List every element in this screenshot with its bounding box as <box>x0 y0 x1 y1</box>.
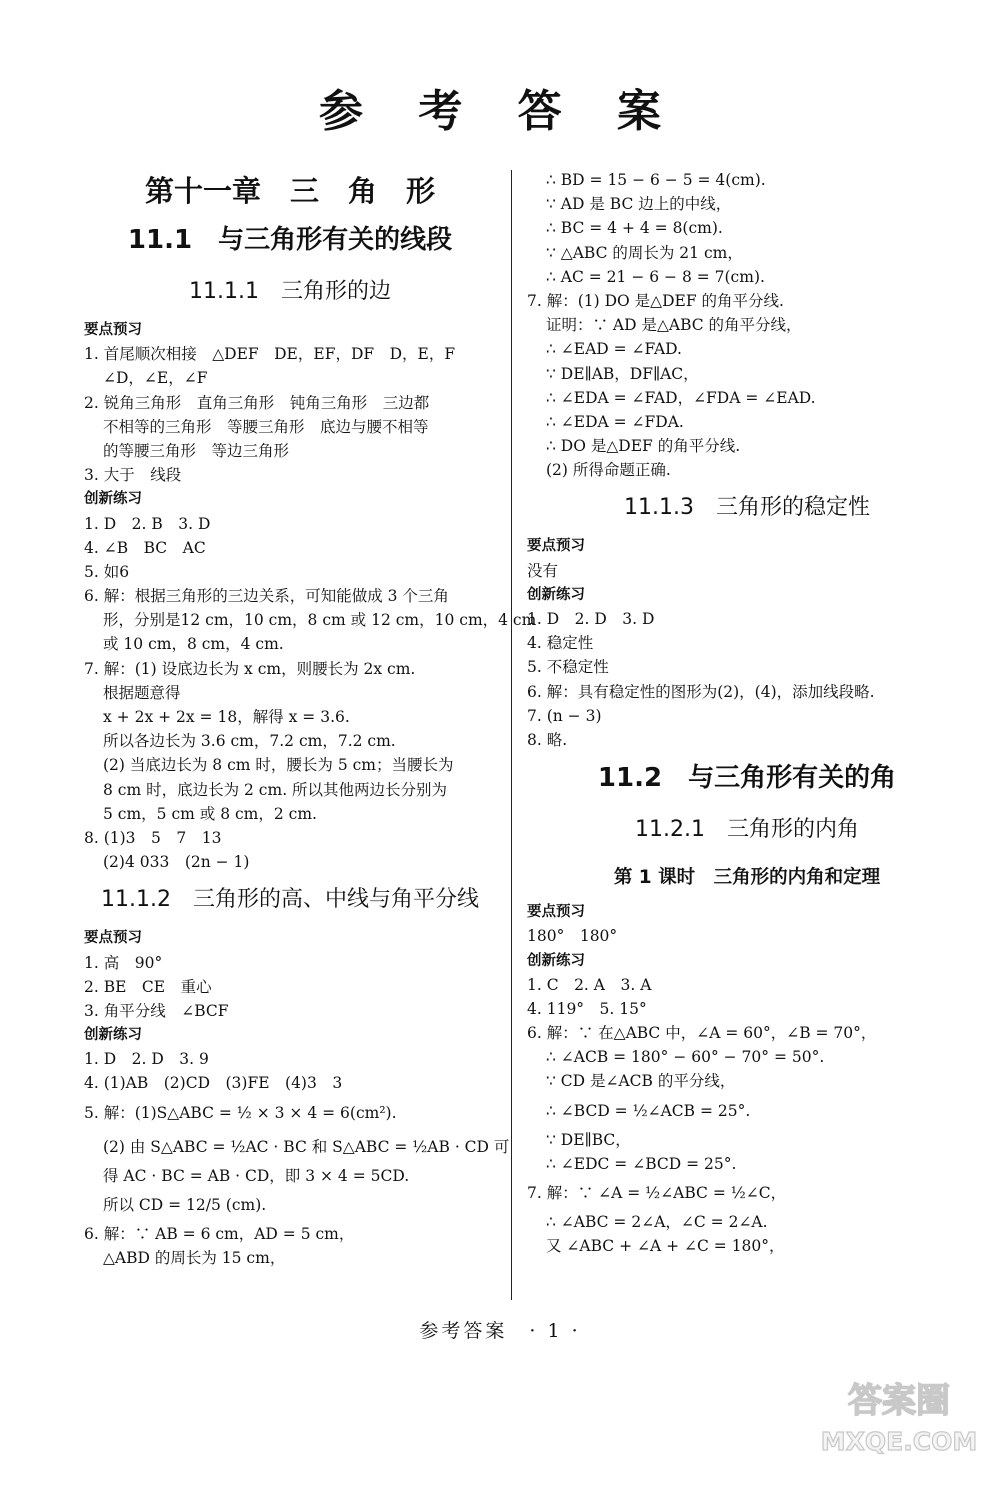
answer-line: ∴ AC = 21 − 6 − 8 = 7(cm). <box>546 267 765 286</box>
answer-line: 不相等的三角形 等腰三角形 底边与腰不相等 <box>103 417 429 436</box>
answer-line: 1. 高 90° <box>84 953 163 972</box>
answer-line: 180° 180° <box>527 927 618 946</box>
answer-line: 2. 锐角三角形 直角三角形 钝角三角形 三边都 <box>84 393 430 412</box>
section-label: 创新练习 <box>527 952 585 969</box>
answer-line: 7. 解：(1) DO 是△DEF 的角平分线. <box>527 291 784 310</box>
subsection-heading: 11.1.1 三角形的边 <box>189 279 391 304</box>
answer-line: ∠D，∠E，∠F <box>103 369 208 388</box>
answer-line: 所以 CD = 12/5 (cm). <box>103 1195 267 1214</box>
answer-line: 3. 角平分线 ∠BCF <box>84 1001 229 1020</box>
section-label: 要点预习 <box>84 322 142 338</box>
section-label: 创新练习 <box>527 586 585 603</box>
answer-line: 8. (1)3 5 7 13 <box>84 828 222 847</box>
chapter-heading: 第十一章 三 角 形 <box>144 174 435 208</box>
answer-line: x + 2x + 2x = 18，解得 x = 3.6. <box>103 708 350 726</box>
answer-line: 4. 119° 5. 15° <box>527 999 647 1018</box>
answer-line: 没有 <box>527 561 559 580</box>
section-label: 要点预习 <box>84 930 142 947</box>
answer-line: ∴ BD = 15 − 6 − 5 = 4(cm). <box>546 171 766 189</box>
answer-line: 4. (1)AB (2)CD (3)FE (4)3 3 <box>84 1074 343 1093</box>
answer-line: ∵ CD 是∠ACB 的平分线， <box>546 1072 736 1091</box>
answer-line: ∴ ∠EDA = ∠FDA. <box>546 412 684 431</box>
answer-line: 6. 解：∵ AB = 6 cm，AD = 5 cm， <box>84 1224 355 1243</box>
section-label: 要点预习 <box>527 538 585 555</box>
answer-line: (2) 所得命题正确. <box>546 461 671 480</box>
answer-line: 4. ∠B BC AC <box>84 538 206 557</box>
answer-line: ∵ DE∥BC， <box>546 1130 631 1149</box>
answer-line: 3. 大于 线段 <box>84 466 182 485</box>
answer-line: 7. (n − 3) <box>527 706 602 725</box>
answer-line: 6. 解：根据三角形的三边关系，可知能做成 3 个三角 <box>84 587 449 606</box>
answer-line: △ABD 的周长为 15 cm， <box>103 1249 286 1267</box>
answer-line: ∴ BC = 4 + 4 = 8(cm). <box>546 219 723 238</box>
answer-line: 8 cm 时，底边长为 2 cm. 所以其他两边长分别为 <box>103 780 448 799</box>
left-column <box>84 168 537 1270</box>
subsection-heading: 11.1.3 三角形的稳定性 <box>624 495 870 521</box>
lesson-heading: 第 1 课时 三角形的内角和定理 <box>613 867 881 889</box>
answer-line: 1. C 2. A 3. A <box>527 975 652 994</box>
answer-line: (2) 由 S△ABC = ½AC · BC 和 S△ABC = ½AB · CD 可 <box>103 1137 510 1156</box>
answer-line: 根据题意得 <box>103 683 181 702</box>
section-label: 创新练习 <box>84 491 142 508</box>
answer-line: (2) 当底边长为 8 cm 时，腰长为 5 cm；当腰长为 <box>103 756 454 775</box>
answer-line: 6. 解：∵ 在△ABC 中，∠A = 60°，∠B = 70°， <box>527 1024 877 1043</box>
answer-line: 又 ∠ABC + ∠A + ∠C = 180°， <box>546 1237 785 1256</box>
answer-line: 1. D 2. D 3. D <box>527 610 655 628</box>
answer-line: ∴ ∠EDC = ∠BCD = 25°. <box>546 1154 737 1173</box>
answer-line: 1. D 2. D 3. 9 <box>84 1050 209 1069</box>
answer-line: 的等腰三角形 等边三角形 <box>103 441 290 460</box>
answer-line: ∴ DO 是△DEF 的角平分线. <box>546 437 741 456</box>
answer-line: 4. 稳定性 <box>527 634 594 653</box>
answer-line: ∴ ∠EAD = ∠FAD. <box>546 340 682 359</box>
watermark-logo <box>817 1372 982 1460</box>
answer-line: 或 10 cm，8 cm，4 cm. <box>103 635 284 654</box>
answer-line: 5. 解：(1)S△ABC = ½ × 3 × 4 = 6(cm²). <box>84 1103 397 1122</box>
column-divider <box>511 170 512 1300</box>
section-label: 创新练习 <box>84 1027 142 1044</box>
answer-line: ∵ DE∥AB，DF∥AC， <box>546 364 699 383</box>
answer-line: 5 cm，5 cm 或 8 cm，2 cm. <box>103 804 317 823</box>
answer-line: 7. 解：(1) 设底边长为 x cm，则腰长为 2x cm. <box>84 659 416 678</box>
answer-line: ∴ ∠EDA = ∠FAD，∠FDA = ∠EAD. <box>546 388 816 407</box>
answer-line: ∵ AD 是 BC 边上的中线， <box>546 195 732 214</box>
answer-line: 5. 如6 <box>84 562 130 581</box>
page-footer: 参考答案 · 1 · <box>419 1320 581 1342</box>
section-heading: 11.1 与三角形有关的线段 <box>127 225 453 255</box>
answer-line: 1. 首尾顺次相接 △DEF DE，EF，DF D，E，F <box>84 345 456 364</box>
answer-line: 所以各边长为 3.6 cm，7.2 cm，7.2 cm. <box>103 732 396 751</box>
answer-line: 6. 解：具有稳定性的图形为(2)，(4)，添加线段略. <box>527 682 875 701</box>
answer-line: 5. 不稳定性 <box>527 658 609 677</box>
answer-line: (2)4 033 (2n − 1) <box>103 853 250 872</box>
answer-line: 1. D 2. B 3. D <box>84 514 211 533</box>
answer-line: 得 AC · BC = AB · CD，即 3 × 4 = 5CD. <box>103 1166 410 1185</box>
subsection-heading: 11.1.2 三角形的高、中线与角平分线 <box>101 887 479 913</box>
answer-line: 2. BE CE 重心 <box>84 977 212 996</box>
answer-line: 8. 略. <box>527 730 568 749</box>
section-heading: 11.2 与三角形有关的角 <box>597 763 897 794</box>
answer-line: 证明：∵ AD 是△ABC 的角平分线， <box>546 316 802 335</box>
subsection-heading: 11.2.1 三角形的内角 <box>635 817 859 843</box>
answer-line: 形，分别是12 cm，10 cm，8 cm 或 12 cm，10 cm，4 cm <box>103 611 537 630</box>
watermark-url: MXQE.COM <box>820 1427 978 1456</box>
answer-line: ∴ ∠ACB = 180° − 60° − 70° = 50°. <box>546 1048 825 1067</box>
section-label: 要点预习 <box>527 904 585 921</box>
answer-line: 7. 解：∵ ∠A = ½∠ABC = ½∠C， <box>527 1184 787 1202</box>
right-column <box>527 168 967 1258</box>
page-title: 参 考 答 案 <box>319 86 681 137</box>
answer-line: ∵ △ABC 的周长为 21 cm， <box>546 243 743 262</box>
answer-line: ∴ ∠BCD = ½∠ACB = 25°. <box>546 1101 751 1120</box>
watermark-text: 答案圈 <box>848 1381 950 1421</box>
answer-line: ∴ ∠ABC = 2∠A，∠C = 2∠A. <box>546 1213 768 1231</box>
